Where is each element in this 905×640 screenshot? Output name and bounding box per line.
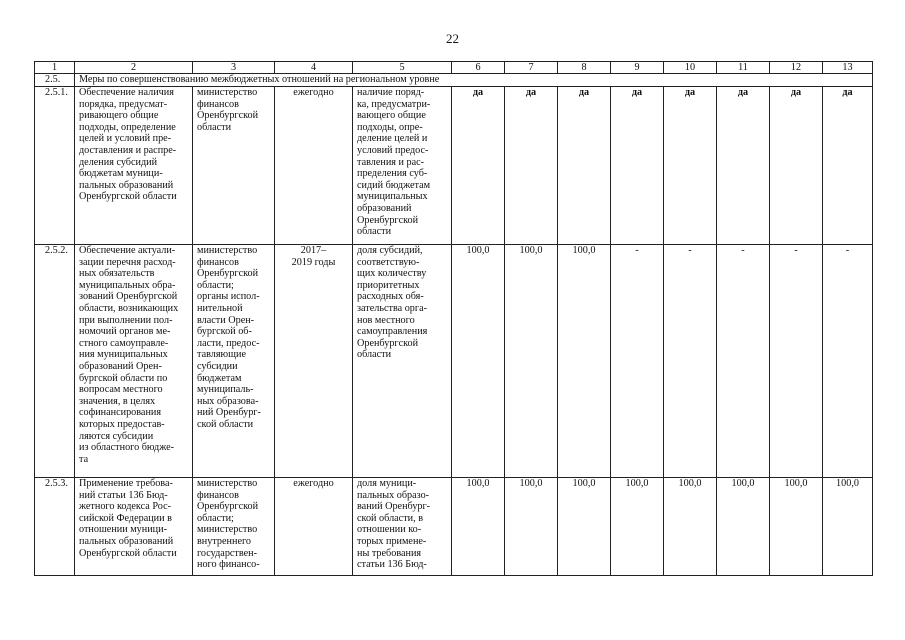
indicator-cell: наличие поряд- ка, предусматри- вающего общие подходы, опре- деление целей и условий предос- тавления и рас- пределения суб- сидий бюджетам муниципальных образований Оренбургской области — [353, 87, 452, 245]
term-cell: ежегодно — [275, 478, 353, 576]
column-number: 1 — [35, 62, 75, 74]
column-number: 2 — [75, 62, 193, 74]
column-number: 7 — [505, 62, 558, 74]
column-number-row — [35, 62, 873, 74]
indicator-cell: доля муници- пальных образо- ваний Оренбург- ской области, в отношении ко- торых примене- ны требования статьи 136 Бюд- — [353, 478, 452, 576]
value-cell: 100,0 — [823, 478, 873, 576]
value-cell: - — [823, 245, 873, 478]
value-cell: да — [611, 87, 664, 245]
column-number: 9 — [611, 62, 664, 74]
value-cell: да — [770, 87, 823, 245]
executor-cell: министерство финансов Оренбургской области; органы испол- нительной власти Орен- бургской об- ласти, предос- тавляющие субсидии бюджетам муниципаль- ных образова- ний Оренбург- ской области — [193, 245, 275, 478]
value-cell: да — [505, 87, 558, 245]
row-number: 2.5.1. — [35, 87, 75, 245]
row-number: 2.5.2. — [35, 245, 75, 478]
section-title: Меры по совершенствованию межбюджетных отношений на региональном уровне — [75, 74, 873, 87]
row-number: 2.5.3. — [35, 478, 75, 576]
value-cell: да — [823, 87, 873, 245]
column-number: 4 — [275, 62, 353, 74]
value-cell: 100,0 — [505, 478, 558, 576]
table-row — [35, 478, 873, 576]
value-cell: 100,0 — [452, 478, 505, 576]
measure-cell: Обеспечение наличия порядка, предусмат- ривающего общие подходы, определение целей и условий пре- доставления и распре- деления субсидий бюджетам муници- пальных образований Оренбургской области — [75, 87, 193, 245]
column-number: 5 — [353, 62, 452, 74]
column-number: 6 — [452, 62, 505, 74]
value-cell: - — [717, 245, 770, 478]
table-row — [35, 87, 873, 245]
value-cell: - — [770, 245, 823, 478]
section-number: 2.5. — [35, 74, 75, 87]
section-row — [35, 74, 873, 87]
column-number: 3 — [193, 62, 275, 74]
value-cell: да — [452, 87, 505, 245]
value-cell: 100,0 — [770, 478, 823, 576]
measures-table — [34, 61, 873, 576]
value-cell: 100,0 — [611, 478, 664, 576]
value-cell: 100,0 — [664, 478, 717, 576]
value-cell: 100,0 — [505, 245, 558, 478]
column-number: 13 — [823, 62, 873, 74]
value-cell: 100,0 — [717, 478, 770, 576]
value-cell: 100,0 — [558, 245, 611, 478]
term-cell: 2017– 2019 годы — [275, 245, 353, 478]
column-number: 11 — [717, 62, 770, 74]
value-cell: да — [558, 87, 611, 245]
column-number: 10 — [664, 62, 717, 74]
column-number: 8 — [558, 62, 611, 74]
value-cell: да — [664, 87, 717, 245]
value-cell: 100,0 — [558, 478, 611, 576]
value-cell: да — [717, 87, 770, 245]
value-cell: 100,0 — [452, 245, 505, 478]
value-cell: - — [611, 245, 664, 478]
column-number: 12 — [770, 62, 823, 74]
term-cell: ежегодно — [275, 87, 353, 245]
measure-cell: Обеспечение актуали- зации перечня расход- ных обязательств муниципальных обра- зований Оренбургской области, возникающих при выполнении пол- номочий органов ме- стного самоуправле- ния муниципальных образований Орен- бургской области по вопросам местного значения, в целях софинансирования которых предостав- ляются субсидии из областного бюдже- та — [75, 245, 193, 478]
page-number: 22 — [446, 31, 459, 46]
measure-cell: Применение требова- ний статьи 136 Бюд- жетного кодекса Рос- сийской Федерации в отношении муници- пальных образований Оренбургской области — [75, 478, 193, 576]
indicator-cell: доля субсидий, соответствую- щих количеству приоритетных расходных обя- зательства орга- нов местного самоуправления Оренбургской области — [353, 245, 452, 478]
value-cell: - — [664, 245, 717, 478]
table-row — [35, 245, 873, 478]
executor-cell: министерство финансов Оренбургской области — [193, 87, 275, 245]
executor-cell: министерство финансов Оренбургской области; министерство внутреннего государствен- ного финансо- — [193, 478, 275, 576]
